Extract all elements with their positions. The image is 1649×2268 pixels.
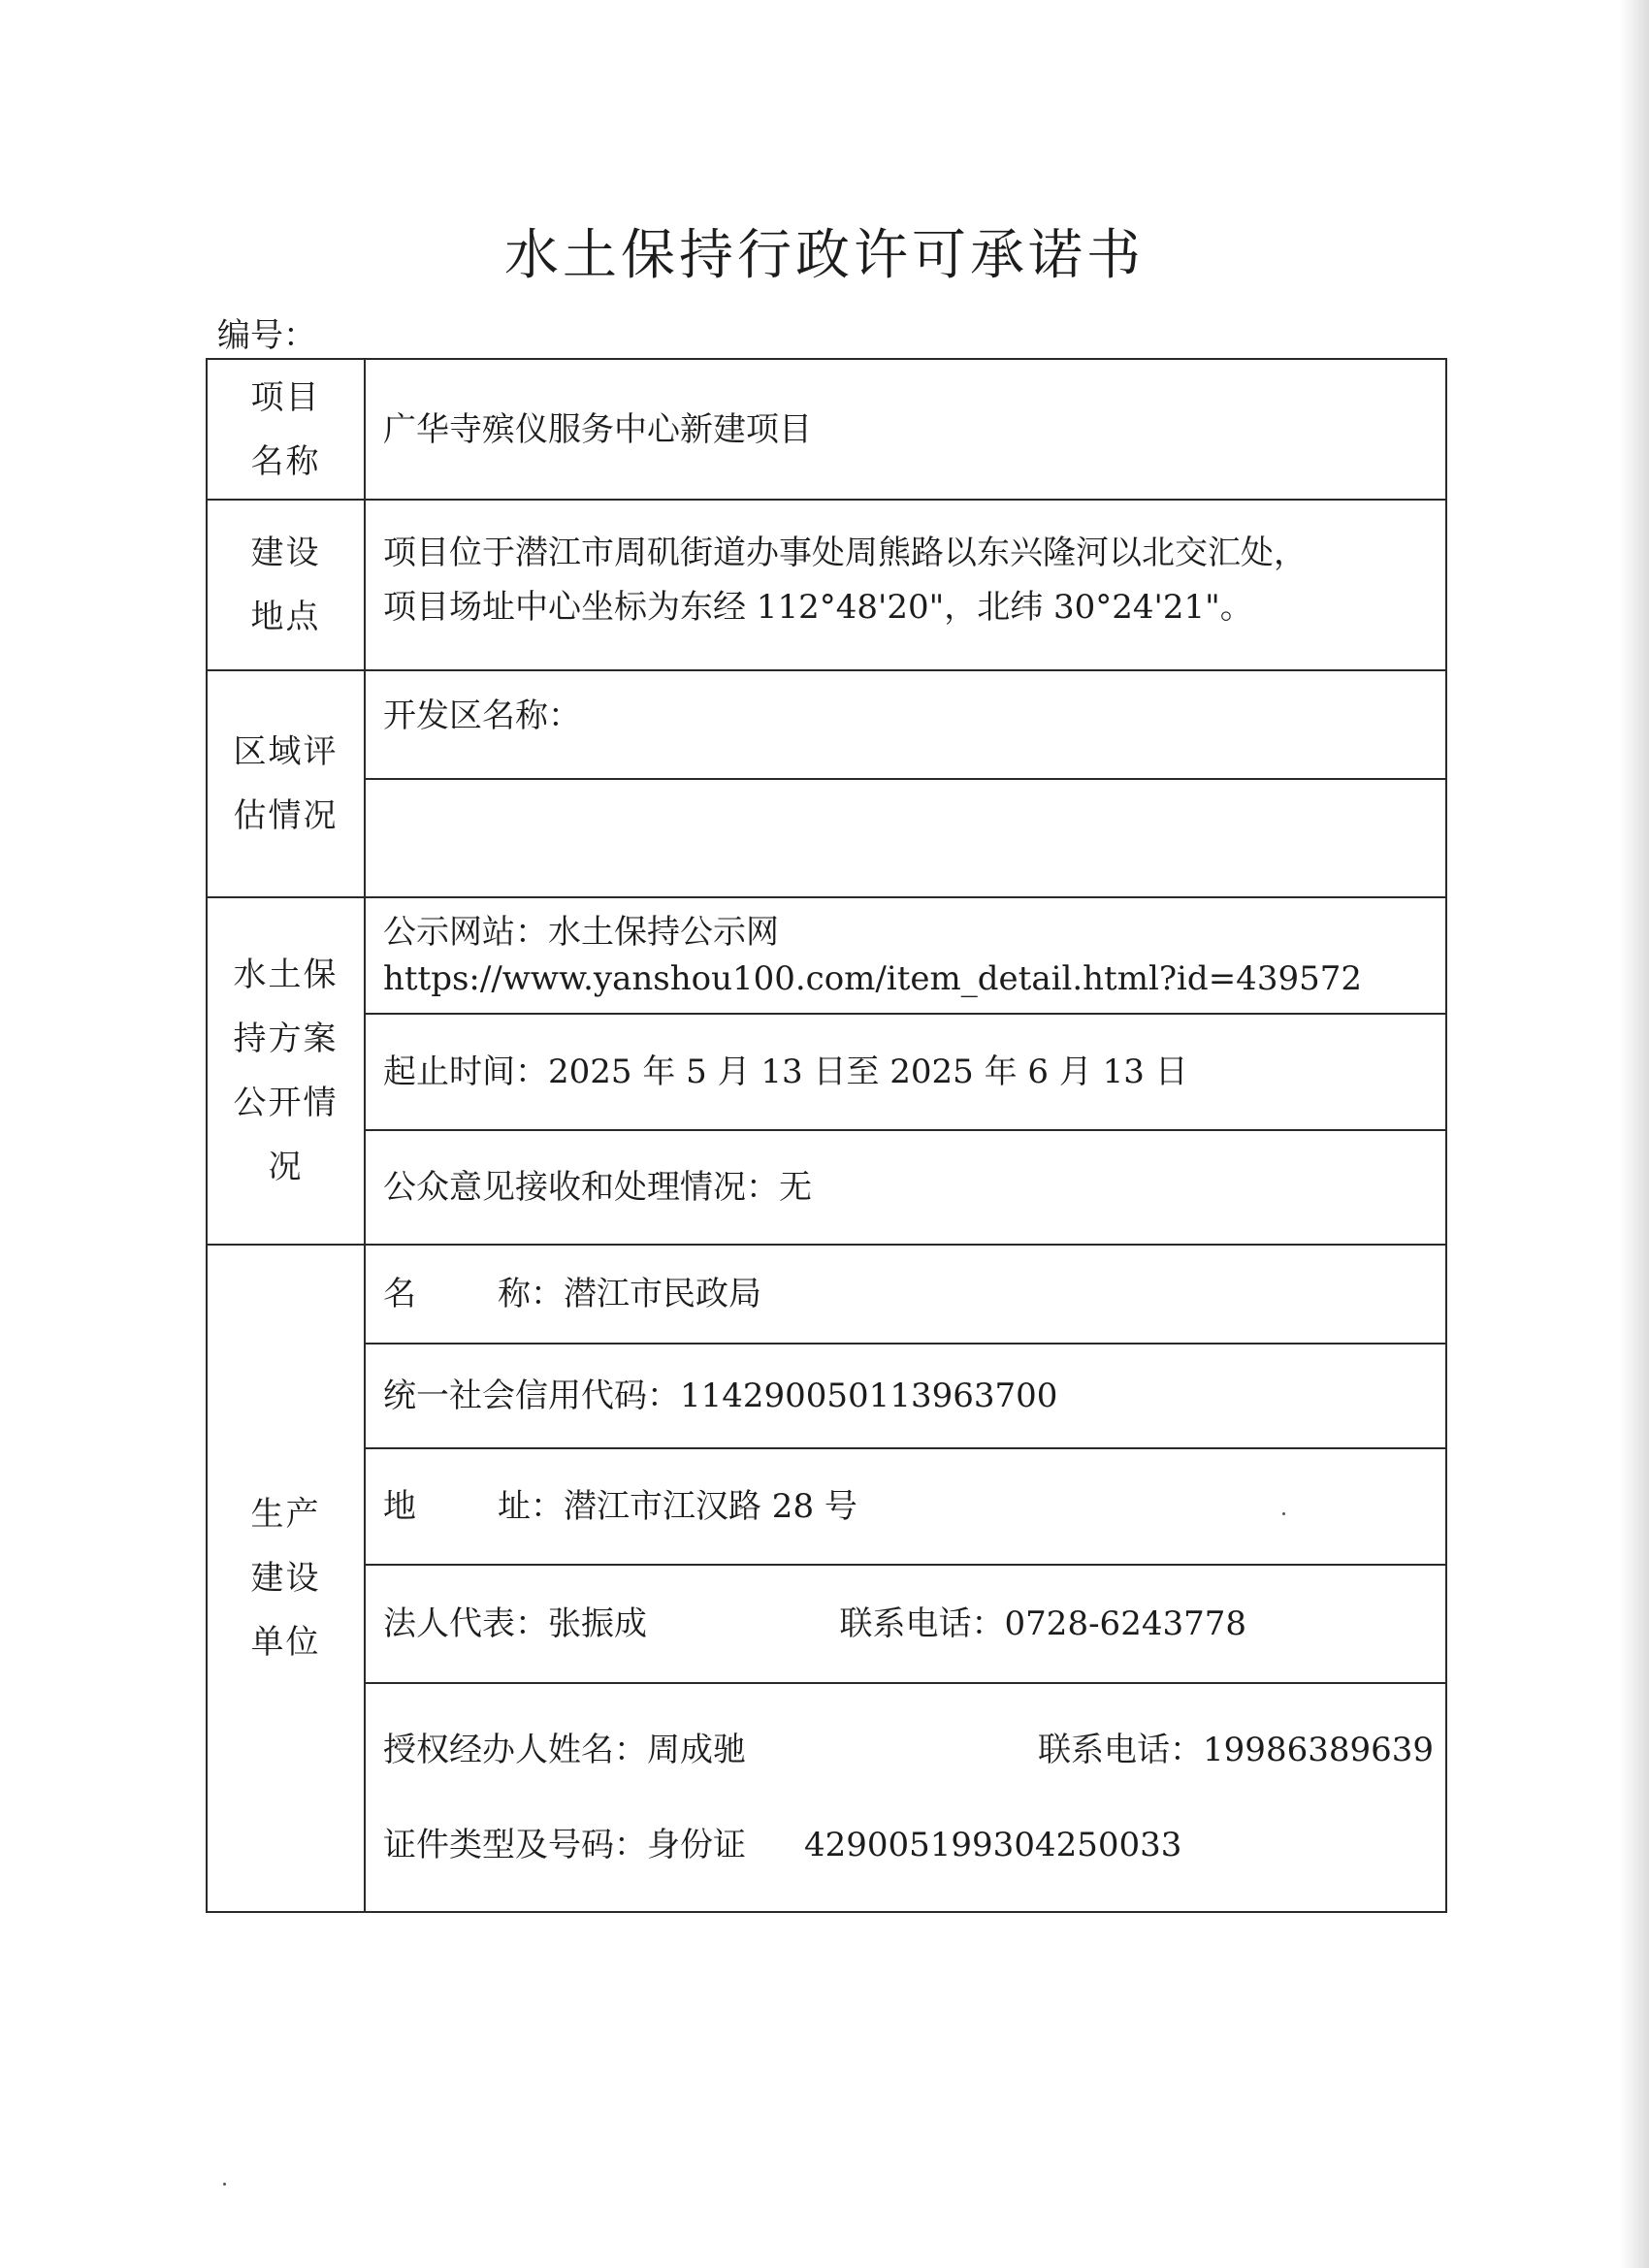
development-zone-name: 开发区名称： xyxy=(365,670,1446,779)
unit-address-label-part-1: 地 xyxy=(383,1487,416,1526)
scan-page-edge xyxy=(1620,0,1649,2268)
unit-name-label-part-1: 名 xyxy=(383,1275,416,1313)
regional-assessment-empty-value xyxy=(365,779,1446,897)
site-coordinates-line: 项目场址中心坐标为东经 112°48'20"，北纬 30°24'21"。 xyxy=(383,588,1253,627)
plan-disclosure-label-line-4: 况 xyxy=(268,1148,304,1186)
unit-name-text: 潜江市民政局 xyxy=(564,1275,761,1313)
id-document-line xyxy=(383,1815,1434,1875)
project-name-row xyxy=(207,359,1446,500)
construction-unit-label-line-1: 生产 xyxy=(250,1495,321,1534)
unit-name-value xyxy=(365,1245,1446,1344)
scan-speck xyxy=(223,2183,226,2186)
unit-address-label-part-2: 址： xyxy=(498,1487,564,1526)
construction-unit-label-line-3: 单位 xyxy=(250,1623,321,1662)
legal-representative-line xyxy=(383,1601,1246,1647)
id-document-number: 429005199304250033 xyxy=(804,1826,1182,1864)
construction-unit-label-line-2: 建设 xyxy=(250,1559,321,1598)
construction-site-label-line-1: 建设 xyxy=(250,534,321,572)
disclosure-website-value xyxy=(365,897,1446,1014)
id-document-type: 证件类型及号码：身份证 xyxy=(383,1826,746,1864)
authorized-agent-phone: 联系电话：19986389639 xyxy=(1038,1731,1434,1769)
document-title: 水土保持行政许可承诺书 xyxy=(504,224,1145,287)
construction-site-label xyxy=(207,500,365,670)
project-name-label xyxy=(207,359,365,500)
plan-disclosure-label xyxy=(207,897,365,1245)
disclosure-website-row xyxy=(207,897,1446,1014)
regional-assessment-label xyxy=(207,670,365,897)
plan-disclosure-label-line-1: 水土保 xyxy=(233,956,339,994)
unit-address-row xyxy=(207,1448,1446,1565)
authorized-agent-name: 授权经办人姓名：周成驰 xyxy=(383,1731,746,1769)
plan-disclosure-label-line-3: 公开情 xyxy=(233,1084,339,1122)
public-feedback-value: 公众意见接收和处理情况：无 xyxy=(365,1130,1446,1245)
authorized-agent-line xyxy=(383,1720,1434,1780)
project-name-label-line-2: 名称 xyxy=(250,441,321,481)
credit-code-value: 统一社会信用代码：114290050113963700 xyxy=(365,1344,1446,1448)
unit-name-row xyxy=(207,1245,1446,1344)
authorized-agent-row xyxy=(207,1683,1446,1912)
disclosure-period-value: 起止时间：2025 年 5 月 13 日至 2025 年 6 月 13 日 xyxy=(365,1014,1446,1130)
unit-address-text: 潜江市江汉路 28 号 xyxy=(564,1487,857,1526)
construction-unit-label xyxy=(207,1245,365,1912)
credit-code-row xyxy=(207,1344,1446,1448)
plan-disclosure-label-line-2: 持方案 xyxy=(233,1020,339,1058)
disclosure-website-url: https://www.yanshou100.com/item_detail.html?id=439572 xyxy=(383,959,1362,998)
unit-address-value xyxy=(365,1448,1446,1565)
project-name-label-line-1: 项目 xyxy=(250,377,321,417)
disclosure-website-name: 公示网站：水土保持公示网 xyxy=(383,913,779,952)
legal-representative-name: 法人代表：张振成 xyxy=(383,1604,647,1643)
construction-site-label-line-2: 地点 xyxy=(250,598,321,636)
disclosure-period-row xyxy=(207,1014,1446,1130)
development-zone-row xyxy=(207,670,1446,779)
legal-representative-cell xyxy=(365,1565,1446,1683)
public-feedback-row xyxy=(207,1130,1446,1245)
legal-representative-row xyxy=(207,1565,1446,1683)
regional-assessment-empty-row xyxy=(207,779,1446,897)
project-name-value: 广华寺殡仪服务中心新建项目 xyxy=(365,359,1446,500)
commitment-form-table xyxy=(206,358,1447,1913)
legal-representative-phone: 联系电话：0728-6243778 xyxy=(839,1604,1246,1643)
construction-site-row xyxy=(207,500,1446,670)
site-description-line-1: 项目位于潜江市周矶街道办事处周熊路以东兴隆河以北交汇处， xyxy=(383,534,1307,572)
unit-name-label-part-2: 称： xyxy=(498,1275,564,1313)
regional-assessment-label-line-1: 区域评 xyxy=(233,732,339,771)
regional-assessment-label-line-2: 估情况 xyxy=(233,796,339,835)
document-number-label: 编号： xyxy=(217,316,316,355)
scan-speck xyxy=(1282,1512,1285,1515)
construction-site-value xyxy=(365,500,1446,670)
authorized-agent-cell xyxy=(365,1683,1446,1912)
